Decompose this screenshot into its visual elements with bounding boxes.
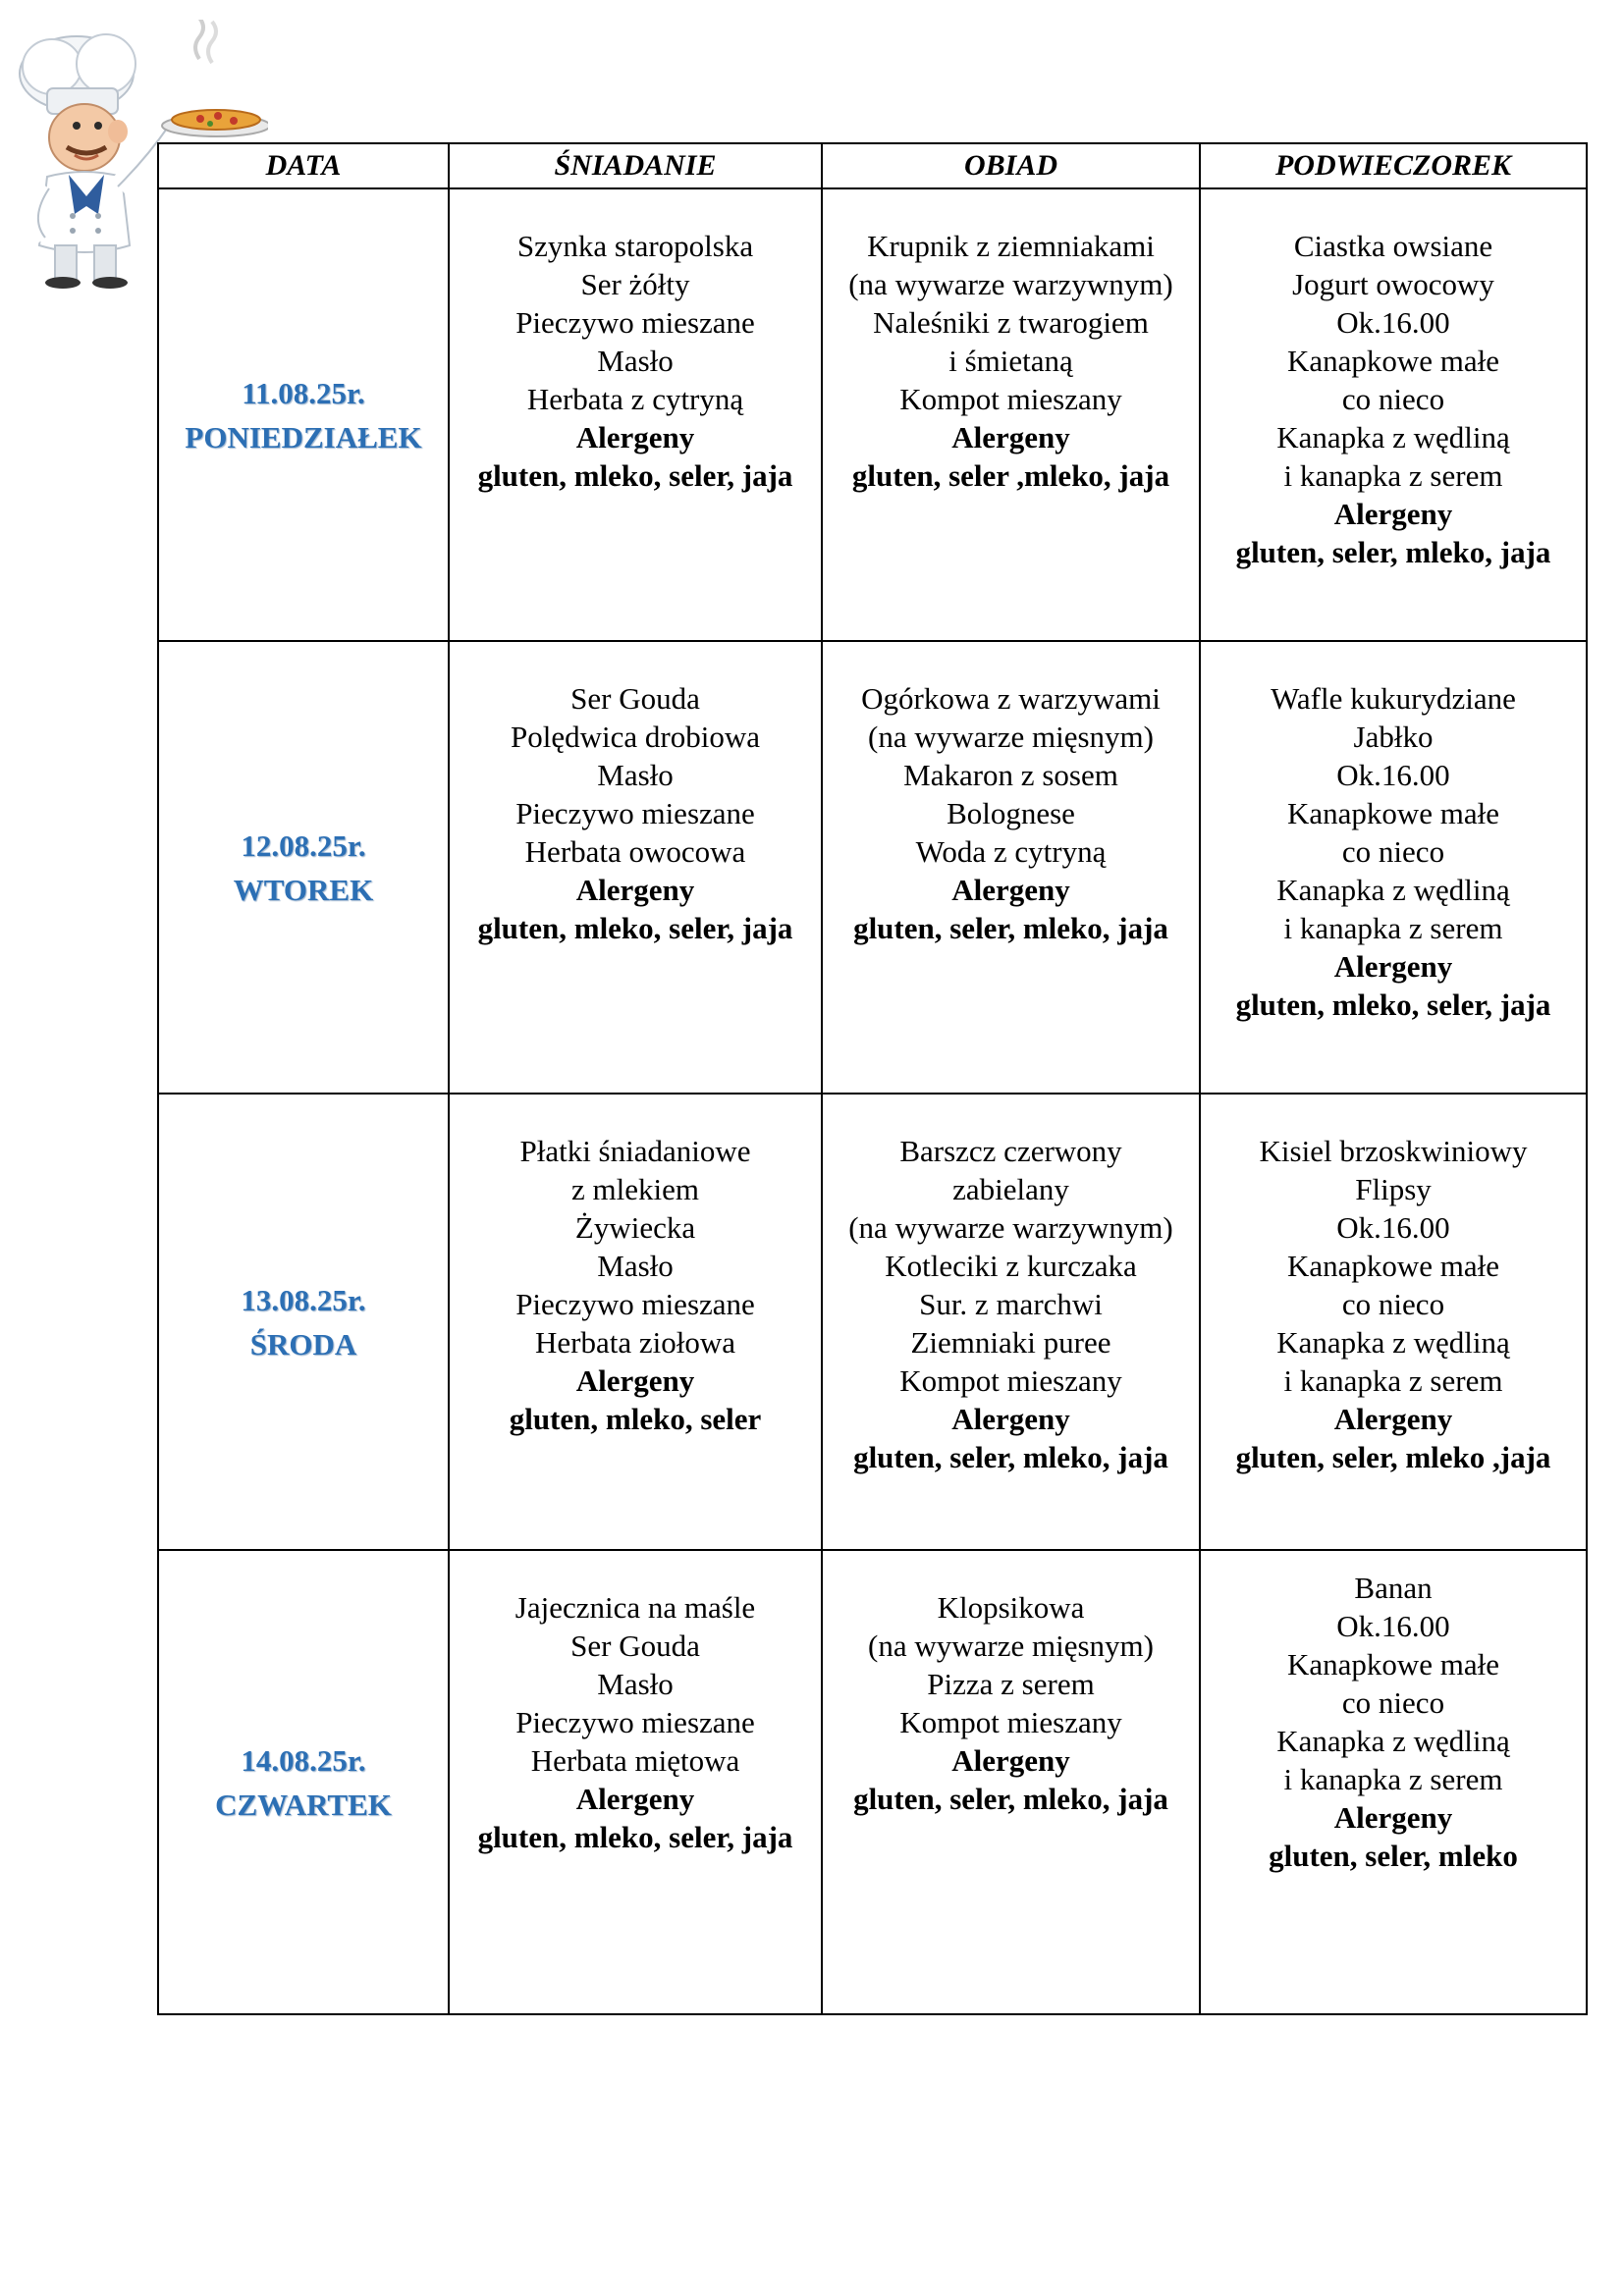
menu-item: i kanapka z serem — [1283, 1363, 1503, 1398]
menu-item: Barszcz czerwony — [899, 1134, 1122, 1168]
menu-item: (na wywarze warzywnym) — [848, 1210, 1173, 1245]
allergen-label: Alergeny — [1333, 497, 1453, 531]
menu-item: Ser Gouda — [570, 681, 700, 716]
menu-item: Pieczywo mieszane — [515, 1287, 755, 1321]
menu-item: Makaron z sosem — [903, 758, 1118, 792]
menu-item: Masło — [597, 344, 674, 378]
day-label: CZWARTEK — [215, 1787, 392, 1822]
allergen-label: Alergeny — [1333, 1800, 1453, 1835]
snack-cell — [1200, 188, 1587, 641]
allergen-list: gluten, seler, mleko, jaja — [853, 911, 1168, 945]
menu-item: co nieco — [1341, 382, 1445, 416]
header-breakfast: ŚNIADANIE — [449, 143, 822, 188]
day-label: PONIEDZIAŁEK — [185, 419, 422, 454]
allergen-label: Alergeny — [951, 873, 1070, 907]
menu-item: Ok.16.00 — [1336, 305, 1450, 340]
menu-item: Pizza z serem — [927, 1667, 1095, 1701]
allergen-label: Alergeny — [575, 420, 695, 454]
date-label: 12.08.25r. — [241, 828, 366, 863]
menu-item: Jabłko — [1353, 720, 1434, 754]
menu-item: Klopsikowa — [937, 1590, 1085, 1625]
menu-item: Kanapka z wędliną — [1276, 873, 1510, 907]
date-label: 11.08.25r. — [242, 375, 365, 410]
menu-item: Herbata z cytryną — [526, 382, 744, 416]
menu-item: Kompot mieszany — [899, 382, 1122, 416]
menu-item: Herbata miętowa — [530, 1743, 740, 1778]
menu-item: Szynka staropolska — [516, 229, 754, 263]
lunch-cell — [822, 641, 1200, 1094]
allergen-list: gluten, mleko, seler — [509, 1402, 762, 1436]
menu-item: Kanapka z wędliną — [1276, 1724, 1510, 1758]
menu-item: Naleśniki z twarogiem — [873, 305, 1149, 340]
menu-item: Kotleciki z kurczaka — [885, 1249, 1137, 1283]
menu-table — [157, 142, 1588, 2015]
menu-item: Wafle kukurydziane — [1271, 681, 1516, 716]
breakfast-cell — [449, 641, 822, 1094]
allergen-list: gluten, seler ,mleko, jaja — [851, 458, 1170, 493]
menu-item: Masło — [597, 758, 674, 792]
allergen-list: gluten, seler, mleko ,jaja — [1235, 1440, 1551, 1474]
allergen-label: Alergeny — [575, 873, 695, 907]
menu-item: Pieczywo mieszane — [515, 1705, 755, 1739]
menu-item: Żywiecka — [574, 1210, 696, 1245]
menu-item: Banan — [1354, 1571, 1433, 1605]
menu-item: i śmietaną — [948, 344, 1073, 378]
menu-item: Kanapkowe małe — [1286, 796, 1500, 830]
allergen-list: gluten, mleko, seler, jaja — [477, 458, 793, 493]
menu-item: co nieco — [1341, 834, 1445, 869]
menu-item: Płatki śniadaniowe — [519, 1134, 751, 1168]
allergen-list: gluten, seler, mleko, jaja — [853, 1440, 1168, 1474]
menu-item: Krupnik z ziemniakami — [867, 229, 1155, 263]
menu-item: Bolognese — [947, 796, 1075, 830]
menu-item: Ciastka owsiane — [1293, 229, 1493, 263]
day-label: ŚRODA — [249, 1326, 357, 1362]
menu-item: i kanapka z serem — [1283, 1762, 1503, 1796]
header-lunch: OBIAD — [822, 143, 1200, 188]
date-label: 14.08.25r. — [241, 1742, 366, 1778]
menu-item: Kanapkowe małe — [1286, 344, 1500, 378]
lunch-cell — [822, 1094, 1200, 1550]
header-row — [158, 143, 1587, 188]
date-label: 13.08.25r. — [241, 1282, 366, 1317]
allergen-label: Alergeny — [575, 1782, 695, 1816]
menu-item: co nieco — [1341, 1685, 1445, 1720]
menu-item: Herbata ziołowa — [535, 1325, 735, 1360]
lunch-cell — [822, 1550, 1200, 2014]
allergen-label: Alergeny — [951, 1402, 1070, 1436]
menu-item: Ok.16.00 — [1336, 1210, 1450, 1245]
allergen-label: Alergeny — [575, 1363, 695, 1398]
breakfast-cell — [449, 1550, 822, 2014]
allergen-list: gluten, mleko, seler, jaja — [477, 911, 793, 945]
snack-cell — [1200, 1550, 1587, 2014]
allergen-label: Alergeny — [1333, 949, 1453, 984]
snack-cell — [1200, 1094, 1587, 1550]
menu-item: Sur. z marchwi — [919, 1287, 1103, 1321]
header-date: DATA — [158, 143, 449, 188]
menu-item: i kanapka z serem — [1283, 911, 1503, 945]
day-label: WTOREK — [233, 872, 374, 907]
date-cell — [158, 188, 449, 641]
menu-item: Ser Gouda — [570, 1629, 700, 1663]
menu-item: Kompot mieszany — [899, 1705, 1122, 1739]
menu-item: Jogurt owocowy — [1292, 267, 1494, 301]
menu-item: Kanapkowe małe — [1286, 1647, 1500, 1682]
lunch-cell — [822, 188, 1200, 641]
menu-item: co nieco — [1341, 1287, 1445, 1321]
menu-item: (na wywarze mięsnym) — [868, 720, 1154, 754]
menu-item: Masło — [597, 1667, 674, 1701]
breakfast-cell — [449, 188, 822, 641]
day-row — [158, 641, 1587, 1094]
allergen-label: Alergeny — [951, 420, 1070, 454]
day-row — [158, 188, 1587, 641]
menu-item: Ogórkowa z warzywami — [861, 681, 1161, 716]
date-cell — [158, 641, 449, 1094]
menu-item: Flipsy — [1355, 1172, 1432, 1206]
menu-item: Woda z cytryną — [915, 834, 1107, 869]
menu-item: Pieczywo mieszane — [515, 796, 755, 830]
menu-item: Polędwica drobiowa — [511, 720, 760, 754]
menu-item: Ziemniaki puree — [910, 1325, 1111, 1360]
menu-item: Kanapkowe małe — [1286, 1249, 1500, 1283]
allergen-list: gluten, seler, mleko — [1269, 1839, 1518, 1873]
menu-item: Pieczywo mieszane — [515, 305, 755, 340]
menu-item: zabielany — [952, 1172, 1069, 1206]
day-row — [158, 1550, 1587, 2014]
breakfast-cell — [449, 1094, 822, 1550]
menu-item: Ok.16.00 — [1336, 758, 1450, 792]
allergen-list: gluten, mleko, seler, jaja — [477, 1820, 793, 1854]
menu-item: i kanapka z serem — [1283, 458, 1503, 493]
menu-item: Kanapka z wędliną — [1276, 1325, 1510, 1360]
menu-item: Jajecznica na maśle — [514, 1590, 756, 1625]
allergen-list: gluten, seler, mleko, jaja — [853, 1782, 1168, 1816]
menu-item: Ser żółty — [580, 267, 690, 301]
date-cell — [158, 1094, 449, 1550]
allergen-list: gluten, mleko, seler, jaja — [1235, 988, 1551, 1022]
menu-item: Kompot mieszany — [899, 1363, 1122, 1398]
menu-item: (na wywarze mięsnym) — [868, 1629, 1154, 1663]
snack-cell — [1200, 641, 1587, 1094]
day-row — [158, 1094, 1587, 1550]
allergen-label: Alergeny — [951, 1743, 1070, 1778]
menu-item: z mlekiem — [571, 1172, 699, 1206]
menu-item: (na wywarze warzywnym) — [848, 267, 1173, 301]
allergen-label: Alergeny — [1333, 1402, 1453, 1436]
date-cell — [158, 1550, 449, 2014]
allergen-list: gluten, seler, mleko, jaja — [1235, 535, 1551, 569]
menu-item: Kisiel brzoskwiniowy — [1259, 1134, 1528, 1168]
menu-item: Herbata owocowa — [524, 834, 746, 869]
menu-item: Masło — [597, 1249, 674, 1283]
menu-item: Ok.16.00 — [1336, 1609, 1450, 1643]
menu-item: Kanapka z wędliną — [1276, 420, 1510, 454]
header-snack: PODWIECZOREK — [1200, 143, 1587, 188]
